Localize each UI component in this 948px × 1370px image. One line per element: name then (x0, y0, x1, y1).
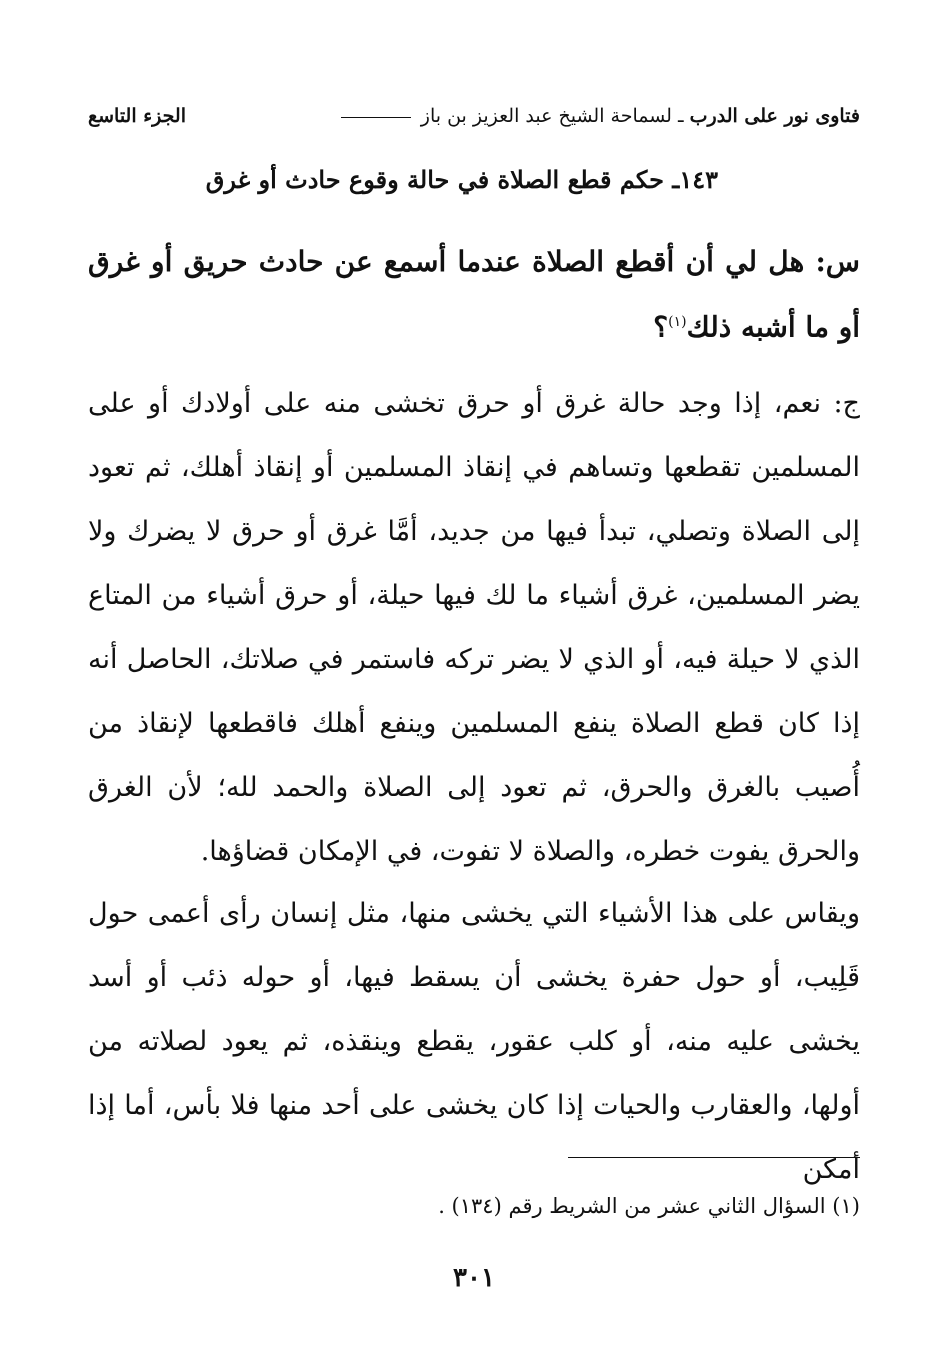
running-header (88, 98, 860, 134)
header-separator: ـ (678, 105, 684, 127)
book-title: فتاوى نور على الدرب (689, 105, 860, 127)
header-dash-line (341, 117, 411, 118)
second-paragraph: ويقاس على هذا الأشياء التي يخشى منها، مثل إنسان رأى أعمى حول قَلِيب، أو حول حفرة يخشى أن يسقط فيها، أو حوله ذئب أو أسد يخشى عليه منه، أو كلب عقور، يقطع وينقذه، ثم يعود لصلاته من أولها، والعقارب والحيات إذا كان يخشى على أحد منها فلا بأس، أما إذا أمكن (88, 898, 860, 1185)
footnote: (١) السؤال الثاني عشر من الشريط رقم (١٣٤) . (438, 1194, 860, 1218)
answer-paragraph: ج: نعم، إذا وجد حالة غرق أو حرق تخشى منه على أولادك أو على المسلمين تقطعها وتساهم في إنقاذ المسلمين أو إنقاذ أهلك، ثم تعود إلى الصلاة وتصلي، تبدأ فيها من جديد، أمَّا غرق أو حرق لا يضرك ولا يضر المسلمين، غرق أشياء ما لك فيها حيلة، أو حرق أشياء من المتاع الذي لا حيلة فيه، أو الذي لا يضر تركه فاستمر في صلاتك، الحاصل أنه إذا كان قطع الصلاة ينفع المسلمين وينفع أهلك فاقطعها لإنقاذ من أُصيب بالغرق والحرق، ثم تعود إلى الصلاة والحمد لله؛ لأن الغرق والحرق يفوت خطره، والصلاة لا تفوت، في الإمكان قضاؤها. (88, 388, 860, 867)
page-number: ٣٠١ (453, 1263, 495, 1293)
section-heading: ١٤٣ـ حكم قطع الصلاة في حالة وقوع حادث أو غرق (205, 165, 718, 194)
footnote-reference: (١) (668, 314, 687, 330)
footnote-divider (568, 1157, 860, 1158)
volume-label: الجزء التاسع (88, 105, 186, 127)
question-body: س: هل لي أن أقطع الصلاة عندما أسمع عن حادث حريق أو غرق أو ما أشبه ذلك (88, 245, 860, 344)
question-text (88, 232, 860, 357)
author-name: لسماحة الشيخ عبد العزيز بن باز (420, 105, 672, 127)
question-mark: ؟ (653, 310, 669, 344)
